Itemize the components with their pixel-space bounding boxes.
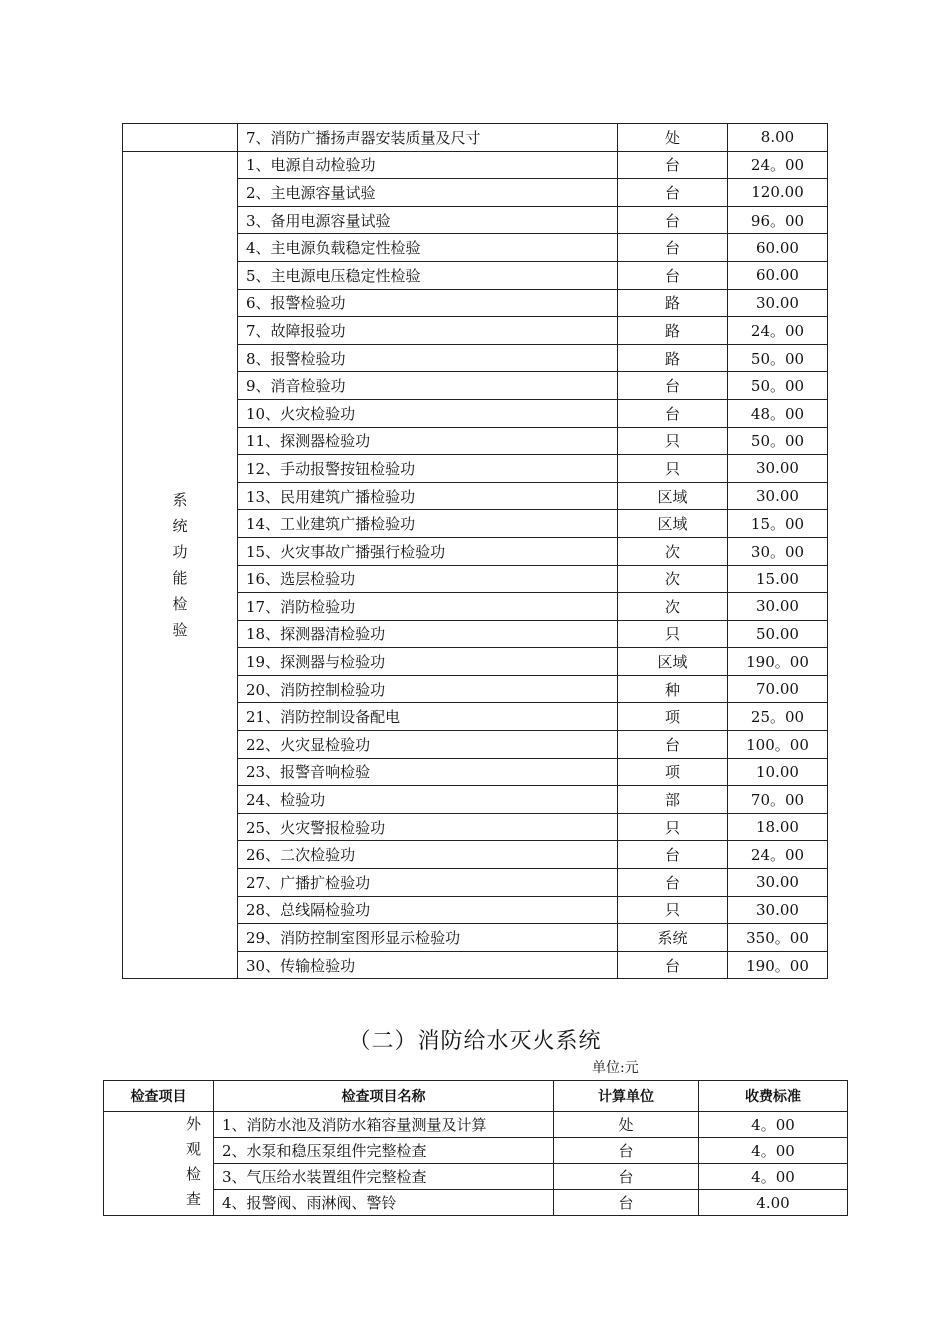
item-name: 17、消防检验功 (238, 593, 618, 621)
item-name: 30、传输检验功 (238, 951, 618, 979)
item-name: 20、消防控制检验功 (238, 675, 618, 703)
item-unit: 只 (618, 813, 728, 841)
item-unit: 台 (618, 399, 728, 427)
item-unit: 台 (618, 179, 728, 207)
item-name: 5、主电源电压稳定性检验 (238, 261, 618, 289)
fee-table-body (104, 1112, 848, 1216)
item-fee: 30.00 (728, 593, 828, 621)
item-fee: 24。00 (728, 841, 828, 869)
item-fee: 25。00 (728, 703, 828, 731)
item-name: 29、消防控制室图形显示检验功 (238, 924, 618, 952)
item-fee: 70.00 (728, 675, 828, 703)
header-item: 检查项目 (104, 1081, 214, 1112)
item-name: 25、火灾警报检验功 (238, 813, 618, 841)
item-name: 10、火灾检验功 (238, 399, 618, 427)
item-name: 9、消音检验功 (238, 372, 618, 400)
header-fee: 收费标准 (699, 1081, 848, 1112)
item-name: 3、气压给水装置组件完整检查 (214, 1164, 554, 1190)
fee-table-water-supply (103, 1080, 848, 1216)
item-fee: 96。00 (728, 206, 828, 234)
table-row (123, 124, 828, 152)
item-name: 15、火灾事故广播强行检验功 (238, 537, 618, 565)
item-name: 23、报警音响检验 (238, 758, 618, 786)
item-name: 13、民用建筑广播检验功 (238, 482, 618, 510)
item-fee: 24。00 (728, 317, 828, 345)
item-unit: 项 (618, 758, 728, 786)
item-fee: 60.00 (728, 234, 828, 262)
item-unit: 台 (554, 1190, 699, 1216)
unit-note: 单位:元 (592, 1060, 639, 1076)
table-row (104, 1190, 848, 1216)
group-label-char: 检 (172, 595, 188, 613)
table-header-row (104, 1081, 848, 1112)
item-unit: 台 (618, 869, 728, 897)
item-fee: 350。00 (728, 924, 828, 952)
table-row (104, 1164, 848, 1190)
item-fee: 30.00 (728, 869, 828, 897)
group-label-char: 查 (185, 1190, 201, 1208)
item-fee: 50。00 (728, 372, 828, 400)
table-row (123, 151, 828, 179)
item-unit: 区域 (618, 482, 728, 510)
group-label-char: 验 (172, 621, 188, 639)
item-unit: 路 (618, 344, 728, 372)
item-fee: 48。00 (728, 399, 828, 427)
item-fee: 60.00 (728, 261, 828, 289)
item-fee: 50。00 (728, 344, 828, 372)
group-label-char: 系 (172, 491, 188, 509)
item-unit: 次 (618, 593, 728, 621)
item-name: 7、消防广播扬声器安装质量及尺寸 (238, 124, 618, 152)
item-unit: 部 (618, 786, 728, 814)
item-name: 27、广播扩检验功 (238, 869, 618, 897)
item-fee: 15。00 (728, 510, 828, 538)
item-name: 12、手动报警按钮检验功 (238, 455, 618, 483)
item-name: 8、报警检验功 (238, 344, 618, 372)
item-unit: 种 (618, 675, 728, 703)
item-fee: 120.00 (728, 179, 828, 207)
item-name: 2、主电源容量试验 (238, 179, 618, 207)
item-unit: 只 (618, 896, 728, 924)
item-unit: 台 (618, 206, 728, 234)
item-fee: 4.00 (699, 1190, 848, 1216)
item-unit: 台 (618, 151, 728, 179)
fee-table-body (123, 124, 828, 979)
group-label-char: 检 (185, 1165, 201, 1183)
item-name: 21、消防控制设备配电 (238, 703, 618, 731)
item-unit: 路 (618, 289, 728, 317)
item-unit: 台 (554, 1164, 699, 1190)
item-fee: 190。00 (728, 951, 828, 979)
item-name: 16、选层检验功 (238, 565, 618, 593)
item-fee: 50。00 (728, 427, 828, 455)
item-fee: 30.00 (728, 455, 828, 483)
item-name: 19、探测器与检验功 (238, 648, 618, 676)
item-unit: 台 (554, 1138, 699, 1164)
group-label-char: 外 (185, 1115, 201, 1133)
header-name: 检查项目名称 (214, 1081, 554, 1112)
item-unit: 处 (618, 124, 728, 152)
item-name: 26、二次检验功 (238, 841, 618, 869)
item-unit: 次 (618, 537, 728, 565)
item-unit: 系统 (618, 924, 728, 952)
item-unit: 只 (618, 427, 728, 455)
group-label-char: 统 (172, 517, 188, 535)
item-name: 24、检验功 (238, 786, 618, 814)
item-fee: 30.00 (728, 482, 828, 510)
item-unit: 台 (618, 234, 728, 262)
item-name: 18、探测器清检验功 (238, 620, 618, 648)
item-name: 28、总线隔检验功 (238, 896, 618, 924)
item-fee: 18.00 (728, 813, 828, 841)
item-unit: 台 (618, 841, 728, 869)
item-fee: 8.00 (728, 124, 828, 152)
item-fee: 10.00 (728, 758, 828, 786)
item-fee: 4。00 (699, 1164, 848, 1190)
group-label-system-function-test (123, 151, 238, 979)
item-name: 14、工业建筑广播检验功 (238, 510, 618, 538)
header-unit: 计算单位 (554, 1081, 699, 1112)
item-unit: 区域 (618, 648, 728, 676)
table-row (104, 1138, 848, 1164)
item-name: 2、水泵和稳压泵组件完整检查 (214, 1138, 554, 1164)
item-fee: 30。00 (728, 537, 828, 565)
item-name: 4、报警阀、雨淋阀、警铃 (214, 1190, 554, 1216)
item-fee: 4。00 (699, 1138, 848, 1164)
group-label-appearance-check (104, 1112, 214, 1216)
item-name: 6、报警检验功 (238, 289, 618, 317)
item-unit: 台 (618, 951, 728, 979)
item-fee: 100。00 (728, 731, 828, 759)
fee-table-system-function (122, 123, 828, 979)
item-name: 4、主电源负载稳定性检验 (238, 234, 618, 262)
item-name: 1、消防水池及消防水箱容量测量及计算 (214, 1112, 554, 1138)
item-name: 1、电源自动检验功 (238, 151, 618, 179)
item-fee: 190。00 (728, 648, 828, 676)
group-label-char: 观 (185, 1140, 201, 1158)
item-unit: 只 (618, 620, 728, 648)
item-fee: 30.00 (728, 896, 828, 924)
item-fee: 24。00 (728, 151, 828, 179)
item-fee: 4。00 (699, 1112, 848, 1138)
item-unit: 区域 (618, 510, 728, 538)
item-unit: 处 (554, 1112, 699, 1138)
item-fee: 30.00 (728, 289, 828, 317)
item-unit: 台 (618, 261, 728, 289)
group-label-char: 能 (172, 569, 188, 587)
item-unit: 台 (618, 372, 728, 400)
item-name: 7、故障报验功 (238, 317, 618, 345)
item-fee: 70。00 (728, 786, 828, 814)
item-unit: 项 (618, 703, 728, 731)
item-fee: 50.00 (728, 620, 828, 648)
item-name: 22、火灾显检验功 (238, 731, 618, 759)
item-fee: 15.00 (728, 565, 828, 593)
item-name: 11、探测器检验功 (238, 427, 618, 455)
group-cell-empty (123, 124, 238, 152)
item-unit: 次 (618, 565, 728, 593)
table-row (104, 1112, 848, 1138)
item-name: 3、备用电源容量试验 (238, 206, 618, 234)
item-unit: 台 (618, 731, 728, 759)
item-unit: 路 (618, 317, 728, 345)
group-label-char: 功 (172, 543, 188, 561)
item-unit: 只 (618, 455, 728, 483)
section-title: （二）消防给水灭火系统 (348, 1029, 602, 1054)
